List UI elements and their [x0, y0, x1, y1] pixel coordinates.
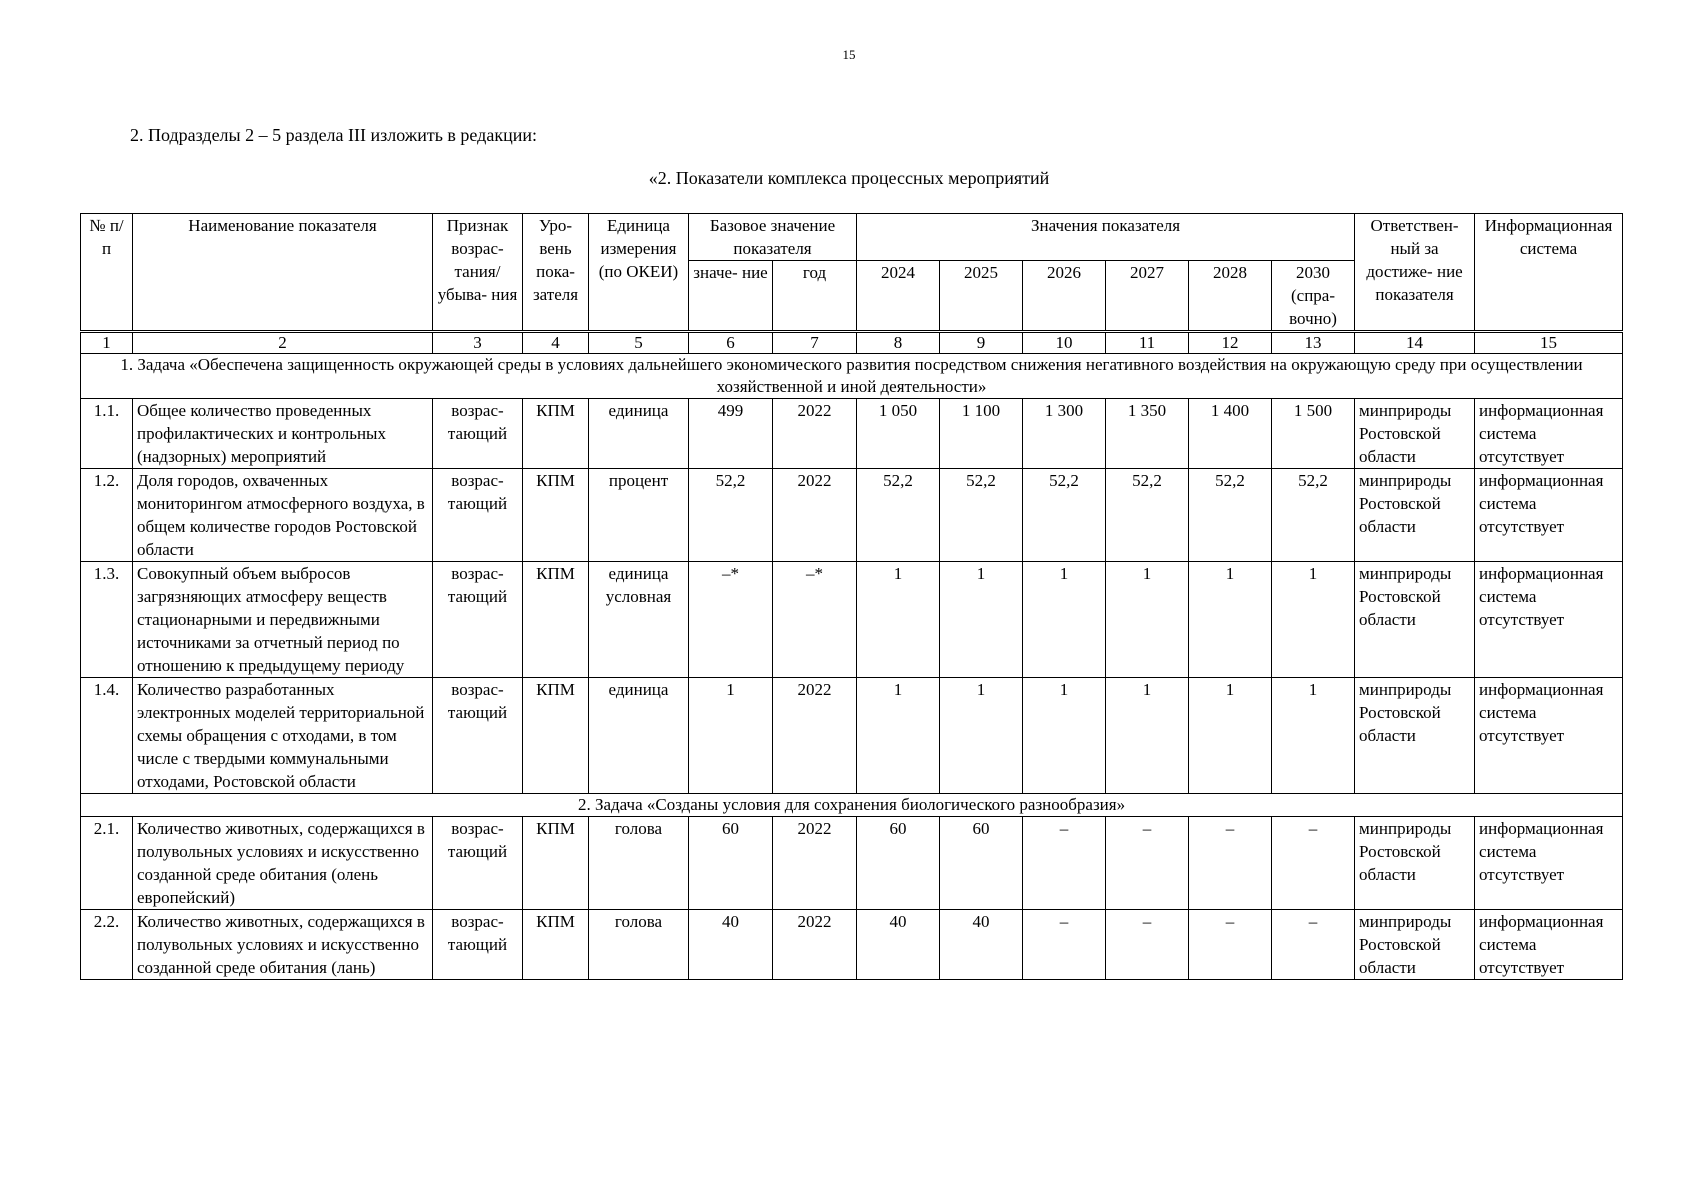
- indicator-num: 1.1.: [81, 399, 133, 469]
- column-number: 8: [857, 332, 940, 354]
- indicator-row: [81, 678, 1623, 794]
- column-number: 3: [433, 332, 523, 354]
- indicator-year-value: 52,2: [1106, 469, 1189, 562]
- header-info: Информационная система: [1475, 214, 1623, 332]
- indicator-year-value: 40: [857, 910, 940, 980]
- indicator-sign: возрас- тающий: [433, 469, 523, 562]
- indicator-responsible: минприроды Ростовской области: [1355, 469, 1475, 562]
- indicator-base-year: –*: [773, 562, 857, 678]
- indicator-info: информационная система отсутствует: [1475, 469, 1623, 562]
- indicator-base-value: 1: [689, 678, 773, 794]
- indicator-year-value: 1: [1023, 678, 1106, 794]
- indicator-year-value: 52,2: [940, 469, 1023, 562]
- page-number: 15: [842, 47, 856, 62]
- column-number: 13: [1272, 332, 1355, 354]
- header-year: 2027: [1106, 261, 1189, 332]
- indicator-year-value: –: [1189, 910, 1272, 980]
- indicator-level: КПМ: [523, 910, 589, 980]
- indicator-year-value: 1: [940, 678, 1023, 794]
- task-row: [81, 354, 1623, 399]
- header-level: Уро- вень пока- зателя: [523, 214, 589, 332]
- indicator-unit: единица: [589, 678, 689, 794]
- task-title: 2. Задача «Созданы условия для сохранения биологического разнообразия»: [81, 794, 1623, 817]
- indicator-name: Совокупный объем выбросов загрязняющих атмосферу веществ стационарными и передвижными источниками за отчетный период по отношению к предыдущему периоду: [133, 562, 433, 678]
- indicator-responsible: минприроды Ростовской области: [1355, 399, 1475, 469]
- task-title: 1. Задача «Обеспечена защищенность окружающей среды в условиях дальнейшего экономического развития посредством снижения негативного воздействия на окружающую среду при осуществлении хозяйственной и иной деятельности»: [81, 354, 1623, 399]
- header-name: Наименование показателя: [133, 214, 433, 332]
- column-number: 1: [81, 332, 133, 354]
- header-base-year: год: [773, 261, 857, 332]
- indicator-name: Общее количество проведенных профилактических и контрольных (надзорных) мероприятий: [133, 399, 433, 469]
- header-sign: Признак возрас- тания/ убыва- ния: [433, 214, 523, 332]
- indicator-level: КПМ: [523, 469, 589, 562]
- column-number: 11: [1106, 332, 1189, 354]
- indicator-level: КПМ: [523, 678, 589, 794]
- header-year: 2030 (спра- вочно): [1272, 261, 1355, 332]
- indicator-unit: единица условная: [589, 562, 689, 678]
- indicator-year-value: 1 350: [1106, 399, 1189, 469]
- indicator-info: информационная система отсутствует: [1475, 399, 1623, 469]
- indicator-name: Количество разработанных электронных моделей территориальной схемы обращения с отходами, в том числе с твердыми коммунальными отходами, Ростовской области: [133, 678, 433, 794]
- indicator-base-year: 2022: [773, 399, 857, 469]
- indicator-responsible: минприроды Ростовской области: [1355, 817, 1475, 910]
- indicator-row: [81, 910, 1623, 980]
- indicator-num: 1.2.: [81, 469, 133, 562]
- indicator-info: информационная система отсутствует: [1475, 817, 1623, 910]
- header-row-1: [81, 214, 1623, 261]
- indicator-year-value: –: [1106, 817, 1189, 910]
- header-values: Значения показателя: [857, 214, 1355, 261]
- task-row: [81, 794, 1623, 817]
- column-number: 15: [1475, 332, 1623, 354]
- indicator-year-value: 1: [857, 678, 940, 794]
- column-number: 6: [689, 332, 773, 354]
- indicators-table: [80, 213, 1623, 980]
- indicator-unit: голова: [589, 910, 689, 980]
- indicator-year-value: –: [1272, 910, 1355, 980]
- indicator-row: [81, 399, 1623, 469]
- table-body: [81, 354, 1623, 980]
- column-number: 7: [773, 332, 857, 354]
- indicator-year-value: 1: [1106, 678, 1189, 794]
- header-year: 2025: [940, 261, 1023, 332]
- header-num: № п/п: [81, 214, 133, 332]
- indicator-year-value: 1: [1106, 562, 1189, 678]
- indicator-unit: голова: [589, 817, 689, 910]
- indicator-year-value: 60: [940, 817, 1023, 910]
- column-number: 5: [589, 332, 689, 354]
- indicator-level: КПМ: [523, 817, 589, 910]
- header-year: 2026: [1023, 261, 1106, 332]
- indicator-year-value: 52,2: [1023, 469, 1106, 562]
- indicator-num: 1.3.: [81, 562, 133, 678]
- indicator-sign: возрас- тающий: [433, 817, 523, 910]
- header-base-value: значе- ние: [689, 261, 773, 332]
- indicator-base-year: 2022: [773, 817, 857, 910]
- indicator-base-value: 40: [689, 910, 773, 980]
- indicator-year-value: –: [1023, 910, 1106, 980]
- indicator-year-value: 1 500: [1272, 399, 1355, 469]
- indicator-year-value: 1: [940, 562, 1023, 678]
- indicator-base-value: 52,2: [689, 469, 773, 562]
- intro-text: 2. Подразделы 2 – 5 раздела III изложить в редакции:: [130, 125, 537, 145]
- indicator-responsible: минприроды Ростовской области: [1355, 678, 1475, 794]
- indicator-base-year: 2022: [773, 469, 857, 562]
- indicator-year-value: 1: [1272, 562, 1355, 678]
- indicator-unit: единица: [589, 399, 689, 469]
- indicator-base-value: –*: [689, 562, 773, 678]
- indicator-info: информационная система отсутствует: [1475, 678, 1623, 794]
- indicator-year-value: 40: [940, 910, 1023, 980]
- header-year: 2024: [857, 261, 940, 332]
- indicator-responsible: минприроды Ростовской области: [1355, 562, 1475, 678]
- indicator-year-value: –: [1106, 910, 1189, 980]
- column-numbers-row: [81, 332, 1623, 354]
- header-base: Базовое значение показателя: [689, 214, 857, 261]
- indicator-year-value: 1 100: [940, 399, 1023, 469]
- indicator-name: Количество животных, содержащихся в полувольных условиях и искусственно созданной среде обитания (лань): [133, 910, 433, 980]
- indicator-base-value: 499: [689, 399, 773, 469]
- indicator-base-year: 2022: [773, 678, 857, 794]
- indicator-sign: возрас- тающий: [433, 399, 523, 469]
- indicator-year-value: 60: [857, 817, 940, 910]
- table-title: «2. Показатели комплекса процессных мероприятий: [648, 168, 1050, 188]
- header-unit: Единица измерения (по ОКЕИ): [589, 214, 689, 332]
- indicator-year-value: 1: [1189, 678, 1272, 794]
- indicator-year-value: 52,2: [1189, 469, 1272, 562]
- indicator-unit: процент: [589, 469, 689, 562]
- indicator-sign: возрас- тающий: [433, 910, 523, 980]
- indicator-year-value: –: [1189, 817, 1272, 910]
- column-number: 9: [940, 332, 1023, 354]
- header-responsible: Ответствен- ный за достиже- ние показателя: [1355, 214, 1475, 332]
- indicator-year-value: 1: [1272, 678, 1355, 794]
- indicator-row: [81, 562, 1623, 678]
- column-number: 4: [523, 332, 589, 354]
- indicator-info: информационная система отсутствует: [1475, 562, 1623, 678]
- indicator-year-value: 52,2: [857, 469, 940, 562]
- indicator-year-value: 1: [1189, 562, 1272, 678]
- indicator-level: КПМ: [523, 399, 589, 469]
- indicator-info: информационная система отсутствует: [1475, 910, 1623, 980]
- indicator-year-value: 52,2: [1272, 469, 1355, 562]
- column-number: 10: [1023, 332, 1106, 354]
- indicator-year-value: 1 400: [1189, 399, 1272, 469]
- indicator-base-year: 2022: [773, 910, 857, 980]
- column-number: 14: [1355, 332, 1475, 354]
- header-year: 2028: [1189, 261, 1272, 332]
- indicator-row: [81, 817, 1623, 910]
- indicator-level: КПМ: [523, 562, 589, 678]
- indicator-num: 1.4.: [81, 678, 133, 794]
- indicator-num: 2.1.: [81, 817, 133, 910]
- indicator-year-value: 1: [1023, 562, 1106, 678]
- indicator-year-value: 1 050: [857, 399, 940, 469]
- indicator-sign: возрас- тающий: [433, 678, 523, 794]
- indicator-year-value: –: [1023, 817, 1106, 910]
- indicator-num: 2.2.: [81, 910, 133, 980]
- indicator-year-value: 1: [857, 562, 940, 678]
- column-number: 12: [1189, 332, 1272, 354]
- indicator-sign: возрас- тающий: [433, 562, 523, 678]
- indicator-name: Количество животных, содержащихся в полувольных условиях и искусственно созданной среде обитания (олень европейский): [133, 817, 433, 910]
- indicator-base-value: 60: [689, 817, 773, 910]
- indicator-responsible: минприроды Ростовской области: [1355, 910, 1475, 980]
- indicator-year-value: –: [1272, 817, 1355, 910]
- indicator-year-value: 1 300: [1023, 399, 1106, 469]
- column-number: 2: [133, 332, 433, 354]
- indicator-name: Доля городов, охваченных мониторингом атмосферного воздуха, в общем количестве городов Ростовской области: [133, 469, 433, 562]
- indicator-row: [81, 469, 1623, 562]
